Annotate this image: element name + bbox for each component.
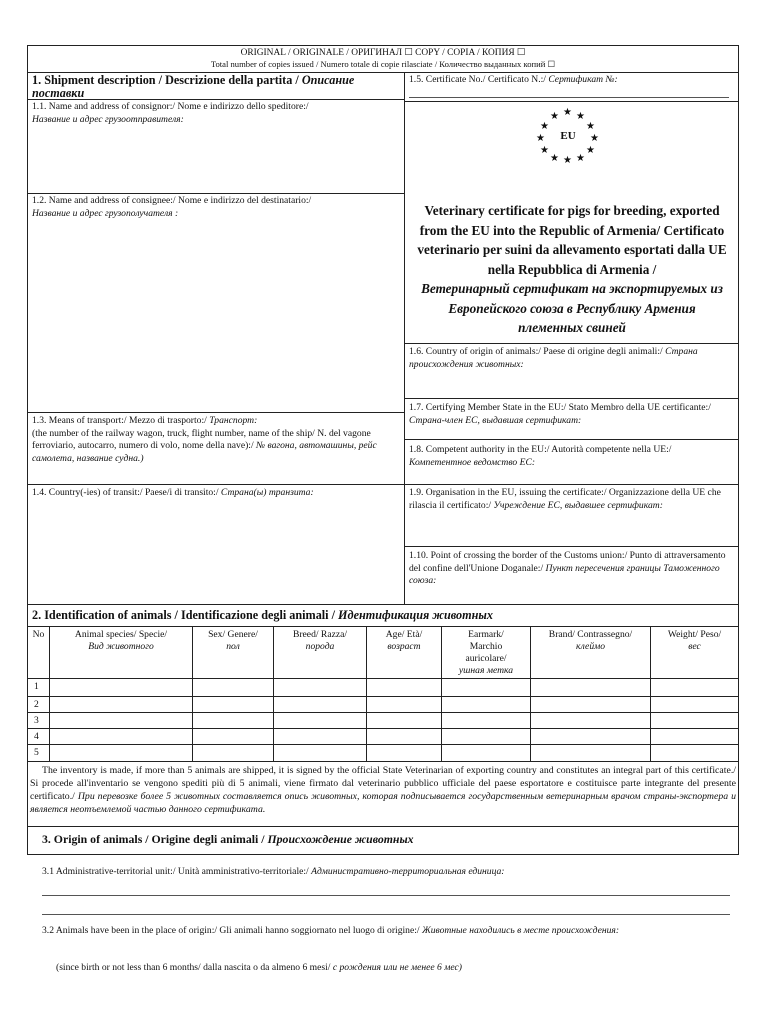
table-row[interactable]: 2 (34, 699, 39, 710)
copy-type-line (28, 48, 738, 59)
copies-count-line (28, 59, 738, 70)
table-row[interactable]: 4 (34, 731, 39, 742)
star-icon: ★ (550, 153, 559, 164)
transport-field[interactable]: 1.3. Means of transport:/ Mezzo di trasporto:/ Транспорт: (the number of the railway wagon, truck, flight number, name of the ship/ N. del vagone ferroviario, autocarro, numero di volo, nome della nave):/ № вагона, автомашины, рейс самолета, название судна.) (32, 415, 377, 464)
eu-label: EU (560, 130, 576, 142)
star-icon: ★ (563, 107, 572, 118)
star-icon: ★ (586, 121, 595, 132)
admin-unit-line-1[interactable] (42, 895, 730, 896)
column-header-no: No (32, 629, 45, 640)
column-header-weight: Weight/ Peso/ вес (667, 629, 722, 652)
star-icon: ★ (576, 153, 585, 164)
inventory-note: The inventory is made, if more than 5 animals are shipped, it is signed by the official State Veterinarian of exporting country and constitutes an integral part of this certificate./ Si procede all'inventario se vengono spediti più di 5 animali, viene firmato dal veterinario pubblico ufficiale del paese esportatore e costituisce parte integrante del presente certificato./ При перевозке более 5 животных составляется опись животных, которая подписывается государственным ветеринарным врачом страны-экспортера и является неотъемлемой частью данного сертификата. (30, 765, 736, 815)
star-icon: ★ (590, 133, 599, 144)
consignor-field[interactable]: 1.1. Name and address of consignor:/ Nome e indirizzo dello speditore:/ Название и адрес грузоотправителя: (32, 101, 309, 125)
column-header-earmark: Earmark/ Marchio auricolare/ ушная метка (458, 629, 514, 676)
issuing-organisation-field[interactable]: 1.9. Organisation in the EU, issuing the certificate:/ Organizzazione della UE che rilascia il certificato:/ Учреждение ЕС, выдавшее сертификат: (409, 487, 721, 511)
certificate-number-underline (409, 97, 729, 98)
section2-title: 2. Identification of animals / Identificazione degli animali / Идентификация животных (32, 608, 493, 622)
original-copy-label: ORIGINAL / ORIGINALE / ОРИГИНАЛ ☐ COPY / COPIA / КОПИЯ ☐ (240, 48, 526, 58)
star-icon: ★ (540, 121, 549, 132)
place-of-origin-label: 3.2 Animals have been in the place of origin:/ Gli animali hanno soggiornato nel luogo di origine:/ Животные находились в месте происхождения: (42, 925, 620, 936)
consignee-field[interactable]: 1.2. Name and address of consignee:/ Nome e indirizzo del destinatario:/ Название и адрес грузополучателя : (32, 195, 312, 219)
column-header-breed: Breed/ Razza/ порода (292, 629, 348, 652)
column-header-species: Animal species/ Specie/ Вид животного (74, 629, 168, 652)
competent-authority-field[interactable]: 1.8. Competent authority in the EU:/ Autorità competente nella UE:/ Компетентное ведомство ЕС: (409, 444, 672, 468)
star-icon: ★ (540, 145, 549, 156)
since-birth-note: (since birth or not less than 6 months/ dalla nascita o da almeno 6 mesi/ с рождения или не менее 6 мес) (56, 962, 462, 973)
section1-title: 1. Shipment description / Descrizione della partita / Описание поставки (32, 73, 355, 100)
admin-unit-line-2[interactable] (42, 914, 730, 915)
table-row[interactable]: 3 (34, 715, 39, 726)
table-row[interactable]: 5 (34, 747, 39, 758)
column-header-sex: Sex/ Genere/ пол (208, 629, 258, 652)
table-row[interactable]: 1 (34, 681, 39, 692)
star-icon: ★ (563, 155, 572, 166)
star-icon: ★ (550, 111, 559, 122)
section3-title: 3. Origin of animals / Origine degli animali / Происхождение животных (42, 832, 414, 846)
star-icon: ★ (586, 145, 595, 156)
eu-emblem (534, 108, 602, 164)
border-crossing-field[interactable]: 1.10. Point of crossing the border of the Customs union:/ Punto di attraversamento del confine dell'Unione Doganale:/ Пункт пересечения границы Таможенного союза: (409, 550, 726, 586)
copies-count-label: Total number of copies issued / Numero totale di copie rilasciate / Количество выданных копий ☐ (210, 59, 556, 69)
column-header-age: Age/ Età/ возраст (385, 629, 423, 652)
column-header-brand: Brand/ Contrassegno/ клеймо (548, 629, 633, 652)
member-state-field[interactable]: 1.7. Certifying Member State in the EU:/ Stato Membro della UE certificante:/ Страна-член ЕС, выдавшая сертификат: (409, 402, 711, 426)
certificate-title: Veterinary certificate for pigs for breeding, exported from the EU into the Republic of Armenia/ Certificato veterinario per suini da allevamento esportati dalla UE nella Repubblica di Armenia / Ветеринарный сертификат на экспортируемых из Европейского союза в Республику Армения племенных свиней (417, 203, 727, 335)
certificate-number-field[interactable]: 1.5. Certificate No./ Certificato N.:/ Сертификат №: (409, 74, 618, 85)
transit-field[interactable]: 1.4. Country(-ies) of transit:/ Paese/i di transito:/ Страна(ы) транзита: (32, 487, 314, 498)
admin-unit-label: 3.1 Administrative-territorial unit:/ Unità amministrativo-territoriale:/ Административно-территориальная единица: (42, 866, 505, 877)
star-icon: ★ (536, 133, 545, 144)
star-icon: ★ (576, 111, 585, 122)
origin-country-field[interactable]: 1.6. Country of origin of animals:/ Paese di origine degli animali:/ Страна происхождения животных: (409, 346, 698, 370)
